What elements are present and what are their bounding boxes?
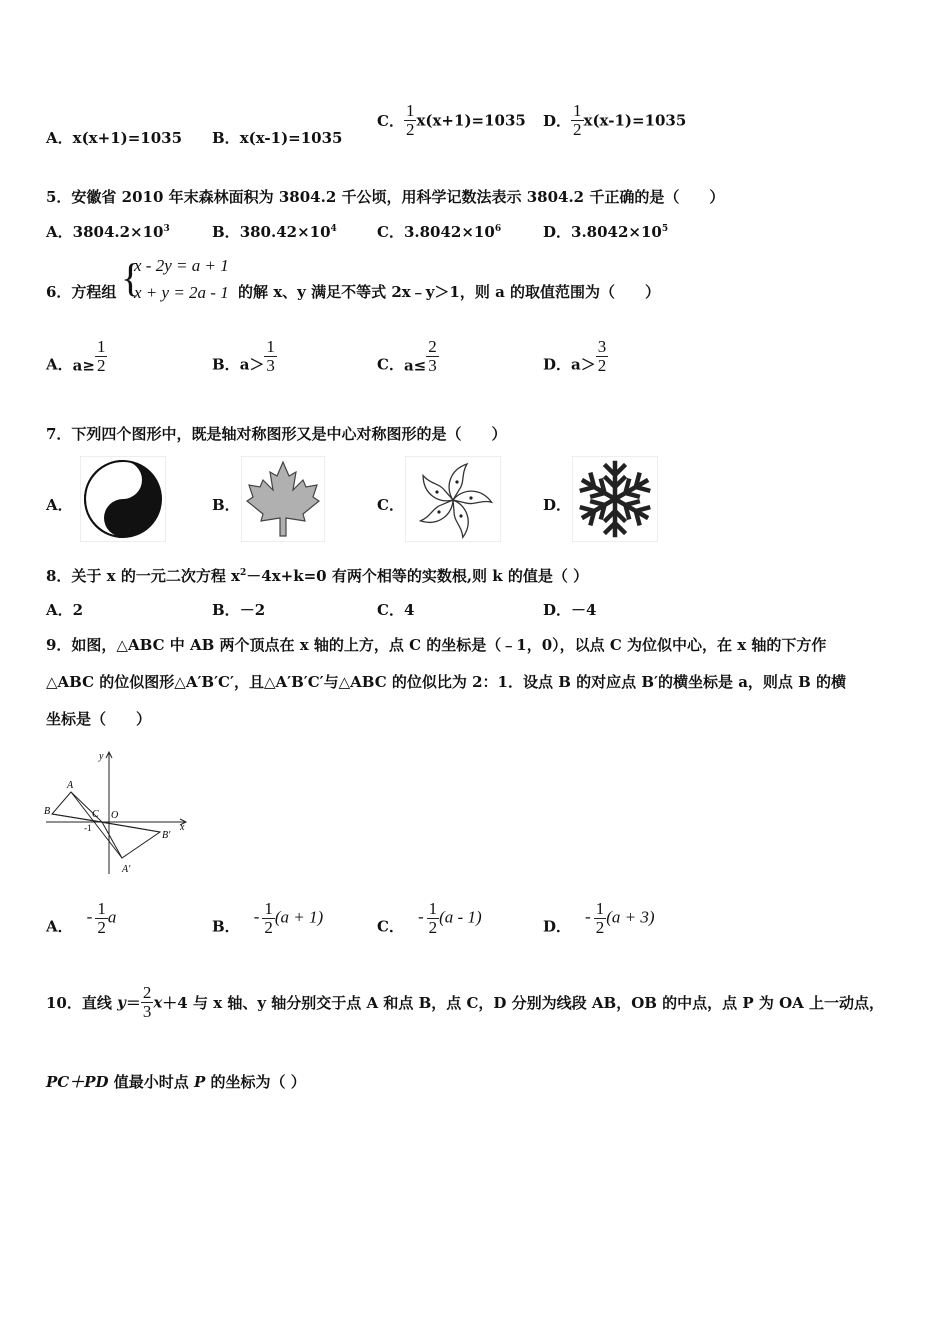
q8-option-d: D．－4	[543, 601, 597, 619]
label-minus-1: -1	[84, 823, 92, 833]
fraction: $\frac{1}{2}$	[405, 101, 415, 139]
label-A-prime: A′	[122, 864, 131, 875]
snowflake-figure	[572, 456, 658, 542]
label-B-prime: B′	[162, 830, 171, 841]
option-letter: A．	[46, 223, 73, 241]
q6-option-d	[543, 338, 608, 375]
option-letter: D．	[543, 223, 572, 241]
option-letter: A．	[46, 355, 73, 374]
option-letter: C．	[377, 223, 404, 241]
system-brace: {	[121, 255, 141, 300]
option-text: 3.8042×10	[403, 223, 495, 241]
option-letter: C．	[377, 355, 404, 374]
option-text: x(x+1)=1035	[416, 111, 526, 130]
q5-option-a	[46, 221, 170, 242]
q6-suffix: 的解 x、y 满足不等式 2x﹣y＞1，则 a 的取值范围为（ ）	[238, 283, 661, 301]
q5-stem: 5．安徽省 2010 年末森林面积为 3804.2 千公顷，用科学记数法表示 3804.2 千正确的是（ ）	[46, 188, 725, 206]
exponent: 6	[494, 224, 502, 234]
fraction: $\frac{1}{2}$	[97, 899, 106, 937]
q8-stem: 8．关于 x 的一元二次方程 $x^2-4x+k=0$ 有两个相等的实数根,则 k 的值是（ ）	[46, 567, 589, 585]
q4-option-a	[46, 127, 182, 148]
q9-stem-line-1: 9．如图，△ABC 中 AB 两个顶点在 x 轴的上方，点 C 的坐标是（﹣1，0），以点 C 为位似中心，在 x 轴的下方作	[46, 636, 827, 654]
option-letter: C．	[377, 111, 404, 130]
q6-option-b	[212, 338, 277, 375]
q5-option-c	[377, 221, 501, 242]
option-relation: a＞	[571, 355, 596, 374]
q5-option-b	[212, 221, 337, 242]
fraction: $\frac{1}{2}$	[595, 899, 605, 937]
q4-option-d	[543, 102, 686, 139]
q10-stem-line-2: PC＋PD 值最小时点 P 的坐标为（ ）	[46, 1073, 306, 1091]
q6-prefix: 6．方程组	[46, 283, 117, 301]
q9-stem-line-2: △ABC 的位似图形△A′B′C′，且△A′B′C′与△ABC 的位似比为 2：1．设点 B 的对应点 B′的横坐标是 a，则点 B 的横	[46, 673, 847, 691]
option-relation: a＞	[239, 355, 265, 374]
q9-option-b: B．- $\frac{1}{2}$ (a + 1)	[212, 899, 324, 937]
bauhinia-flower-figure	[405, 456, 501, 542]
option-relation: a≤	[403, 356, 427, 375]
option-letter: B．	[212, 129, 240, 147]
q4-option-b	[212, 127, 342, 148]
q7-option-b-letter: B．	[212, 496, 240, 514]
option-letter: A．	[46, 129, 73, 147]
option-text: x(x-1)=1035	[583, 111, 687, 130]
option-text: x(x-1)=1035	[239, 129, 343, 147]
q7-stem: 7．下列四个图形中，既是轴对称图形又是中心对称图形的是（ ）	[46, 425, 507, 443]
option-letter: B．	[212, 355, 240, 374]
option-relation: a≥	[72, 356, 95, 375]
q8-option-a: A．2	[46, 601, 84, 619]
q6-option-c	[377, 338, 439, 375]
yin-yang-figure	[80, 456, 166, 542]
q5-option-d	[543, 221, 668, 242]
exponent: 4	[330, 224, 337, 234]
label-x: x	[180, 822, 185, 833]
q6-option-a	[46, 338, 107, 375]
label-A: A	[67, 780, 74, 791]
option-text: 380.42×10	[239, 223, 331, 241]
q9-option-c: C．- $\frac{1}{2}$ (a - 1)	[377, 899, 482, 937]
exponent: 3	[163, 224, 170, 234]
system-equation-2: x + y = 2a - 1	[134, 283, 229, 302]
q7-option-d-letter: D．	[543, 496, 572, 514]
q8-option-b: B．－2	[212, 601, 266, 619]
q9-stem-line-3: 坐标是（ ）	[46, 710, 152, 728]
q7-option-c-letter: C．	[377, 496, 404, 514]
option-text: x(x+1)=1035	[72, 129, 183, 147]
q8-option-c: C．4	[377, 601, 415, 619]
q7-option-a-letter: A．	[46, 496, 73, 514]
option-letter: B．	[212, 223, 240, 241]
q9-option-d: D．- $\frac{1}{2}$ (a + 3)	[543, 899, 655, 937]
option-letter: D．	[543, 111, 572, 130]
label-B: B	[44, 806, 51, 817]
q10-stem-line-1: 10．直线 y＝ $\frac{2}{3}$ x＋4 与 x 轴、y 轴分别交于点 A 和点 B，点 C，D 分别为线段 AB，OB 的中点，点 P 为 OA 上一动点，	[46, 983, 885, 1021]
q9-option-a: A．- $\frac{1}{2}$ a	[46, 899, 117, 937]
option-letter: D．	[543, 355, 572, 374]
fraction: $\frac{2}{3}$	[428, 337, 437, 375]
fraction: $\frac{1}{2}$	[264, 899, 273, 937]
fraction: $\frac{1}{3}$	[266, 337, 275, 375]
fraction: $\frac{2}{3}$	[142, 983, 152, 1021]
option-text: 3804.2×10	[72, 223, 164, 241]
fraction: $\frac{1}{2}$	[573, 101, 582, 139]
label-C: C	[92, 809, 99, 820]
fraction: $\frac{1}{2}$	[96, 337, 106, 375]
system-equation-1: x - 2y = a + 1	[134, 256, 229, 275]
q4-option-c	[377, 102, 526, 139]
option-text: 3.8042×10	[571, 223, 662, 241]
fraction: $\frac{3}{2}$	[597, 337, 607, 375]
exponent: 5	[661, 224, 669, 234]
label-y: y	[99, 751, 104, 762]
fraction: $\frac{1}{2}$	[428, 899, 438, 937]
label-O: O	[111, 810, 119, 821]
maple-leaf-figure	[241, 456, 325, 542]
q9-coordinate-figure	[42, 746, 192, 876]
